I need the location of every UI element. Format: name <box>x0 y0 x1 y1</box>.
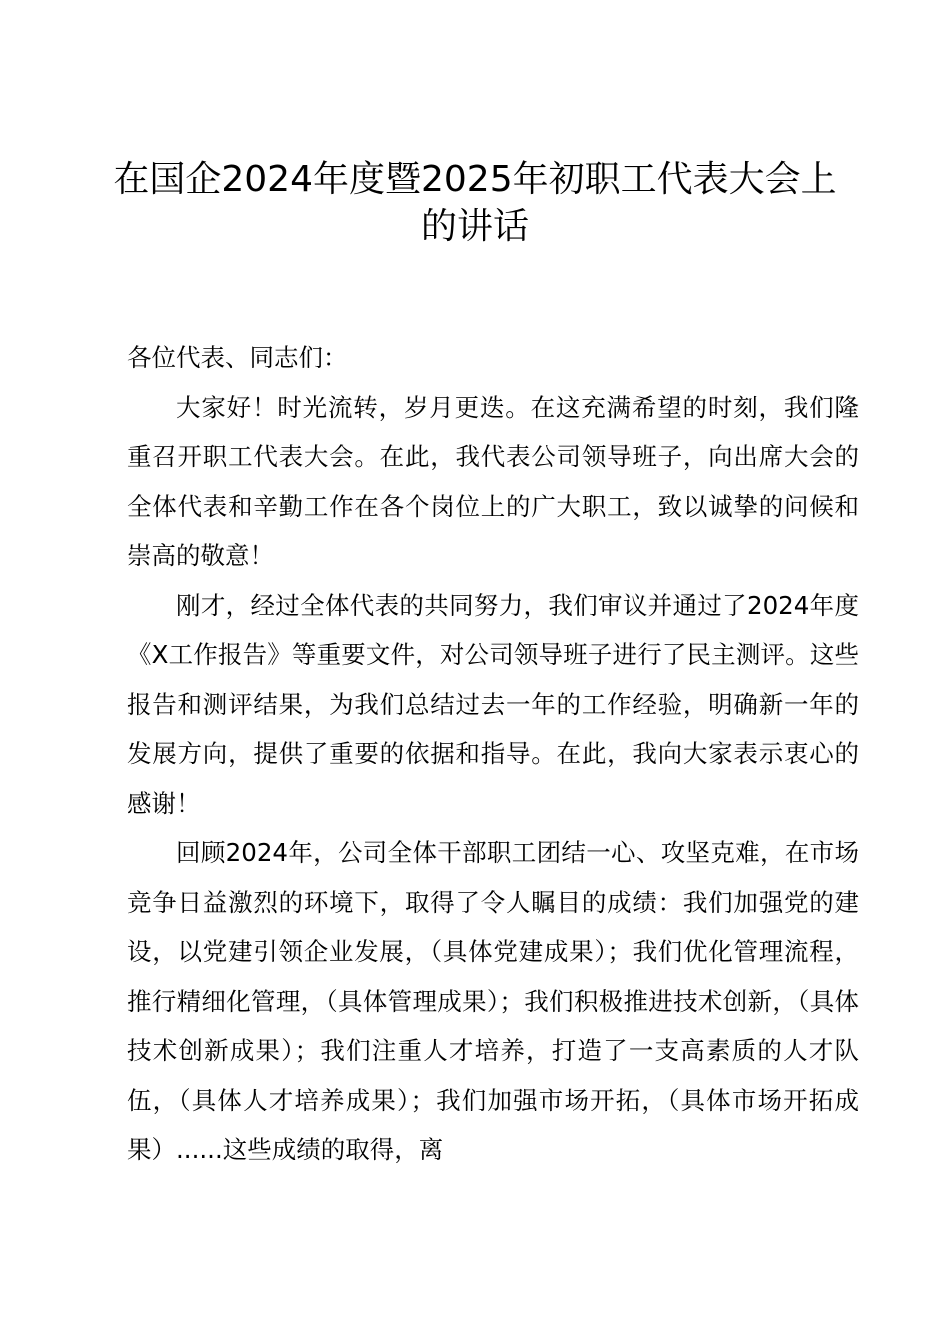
salutation: 各位代表、同志们： <box>127 343 348 372</box>
paragraph-report-review: 刚才，经过全体代表的共同努力，我们审议并通过了2024年度《X工作报告》等重要文件，对公司领导班子进行了民主测评。这些报告和测评结果，为我们总结过去一年的工作经验，明确新一年的发展方向，提供了重要的依据和指导。在此，我向大家表示衷心的感谢！ <box>127 590 859 818</box>
paragraph-greeting: 大家好！时光流转，岁月更迭。在这充满希望的时刻，我们隆重召开职工代表大会。在此，我代表公司领导班子，向出席大会的全体代表和辛勤工作在各个岗位上的广大职工，致以诚挚的问候和崇高的敬意！ <box>127 392 859 570</box>
document-body <box>127 333 859 1175</box>
paragraph-2024-review: 回顾2024年，公司全体干部职工团结一心、攻坚克难，在市场竞争日益激烈的环境下，取得了令人瞩目的成绩：我们加强党的建设，以党建引领企业发展，（具体党建成果）；我们优化管理流程，推行精细化管理，（具体管理成果）；我们积极推进技术创新，（具体技术创新成果）；我们注重人才培养，打造了一支高素质的人才队伍，（具体人才培养成果）；我们加强市场开拓，（具体市场开拓成果）......这些成绩的取得，离 <box>127 838 859 1164</box>
document-title: 在国企2024年度暨2025年初职工代表大会上的讲话 <box>113 159 837 247</box>
